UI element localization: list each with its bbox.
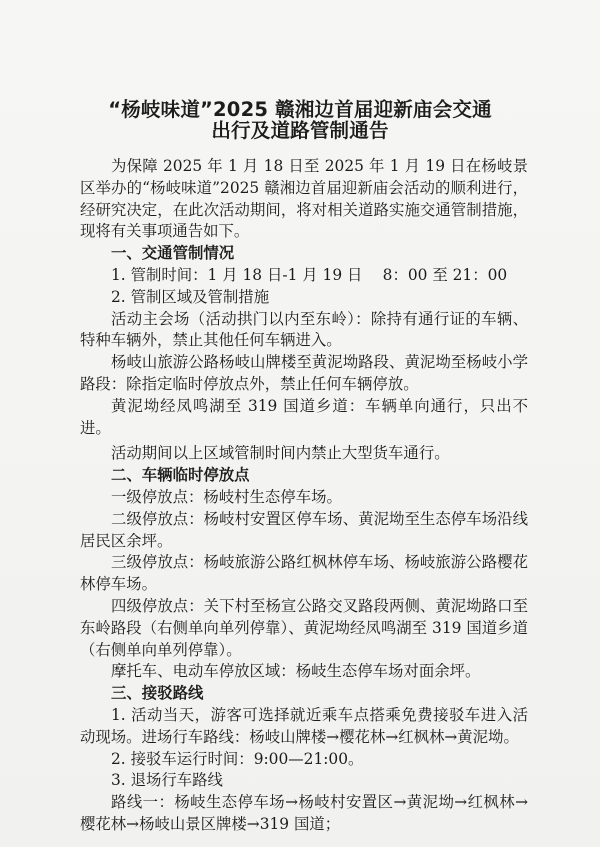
control-time: 1. 管制时间：1 月 18 日-1 月 19 日 8：00 至 21：00 — [111, 265, 508, 284]
shuttle-item3: 3. 退场行车路线 — [111, 771, 223, 790]
control-rule-one-way: 黄泥坳经凤鸣湖至 319 国道乡道：车辆单向通行，只出不进。 — [80, 396, 528, 437]
parking-motorcycles: 摩托车、电动车停放区域：杨岐生态停车场对面余坪。 — [111, 662, 481, 681]
exit-route1: 路线一：杨岐生态停车场→杨岐村安置区→黄泥坳→红枫林→樱花林→杨岐山景区牌楼→319 国道； — [80, 793, 528, 833]
control-rule-no-parking: 杨岐山旅游公路杨岐山牌楼至黄泥坳路段、黄泥坳至杨岐小学路段：除指定临时停放点外，禁止任何车辆停放。 — [80, 353, 528, 393]
section1-heading: 一、交通管制情况 — [111, 244, 235, 263]
parking-level2: 二级停放点：杨岐村安置区停车场、黄泥坳至生态停车场沿线居民区余坪。 — [80, 509, 528, 550]
shuttle-item2: 2. 接驳车运行时间：9:00—21:00。 — [111, 749, 364, 768]
parking-level1: 一级停放点：杨岐村生态停车场。 — [111, 487, 342, 506]
section3-heading: 三、接驳路线 — [111, 684, 204, 703]
notice-title-line2: 出行及道路管制通告 — [211, 119, 389, 142]
control-rule-main-venue: 活动主会场（活动拱门以内至东岭）：除持有通行证的车辆、特种车辆外，禁止其他任何车辆进入。 — [80, 309, 528, 350]
parking-level4: 四级停放点：关下村至杨宣公路交叉路段两侧、黄泥坳路口至东岭路段（右侧单向单列停靠）、黄泥坳经凤鸣湖至 319 国道乡道（右侧单向单列停靠）。 — [80, 596, 528, 659]
intro-paragraph: 为保障 2025 年 1 月 18 日至 2025 年 1 月 19 日在杨岐景区举办的“杨岐味道”2025 赣湘边首届迎新庙会活动的顺利进行，经研究决定，在此次活动期间，将对相关道路实施交通管制措施，现将有关事项通告如下。 — [80, 157, 528, 241]
section2-heading: 二、车辆临时停放点 — [111, 466, 250, 485]
control-area-heading: 2. 管制区域及管制措施 — [111, 287, 270, 306]
parking-level3: 三级停放点：杨岐旅游公路红枫林停车场、杨岐旅游公路樱花林停车场。 — [80, 553, 528, 594]
shuttle-item1: 1. 活动当天，游客可选择就近乘车点搭乘免费接驳车进入活动现场。进场行车路线：杨岐山牌楼→樱花林→红枫林→黄泥坳。 — [80, 705, 528, 746]
control-rule-trucks: 活动期间以上区域管制时间内禁止大型货车通行。 — [111, 444, 450, 463]
notice-body — [80, 156, 528, 836]
notice-title-line1: “杨岐味道”2025 赣湘边首届迎新庙会交通 — [108, 98, 492, 121]
